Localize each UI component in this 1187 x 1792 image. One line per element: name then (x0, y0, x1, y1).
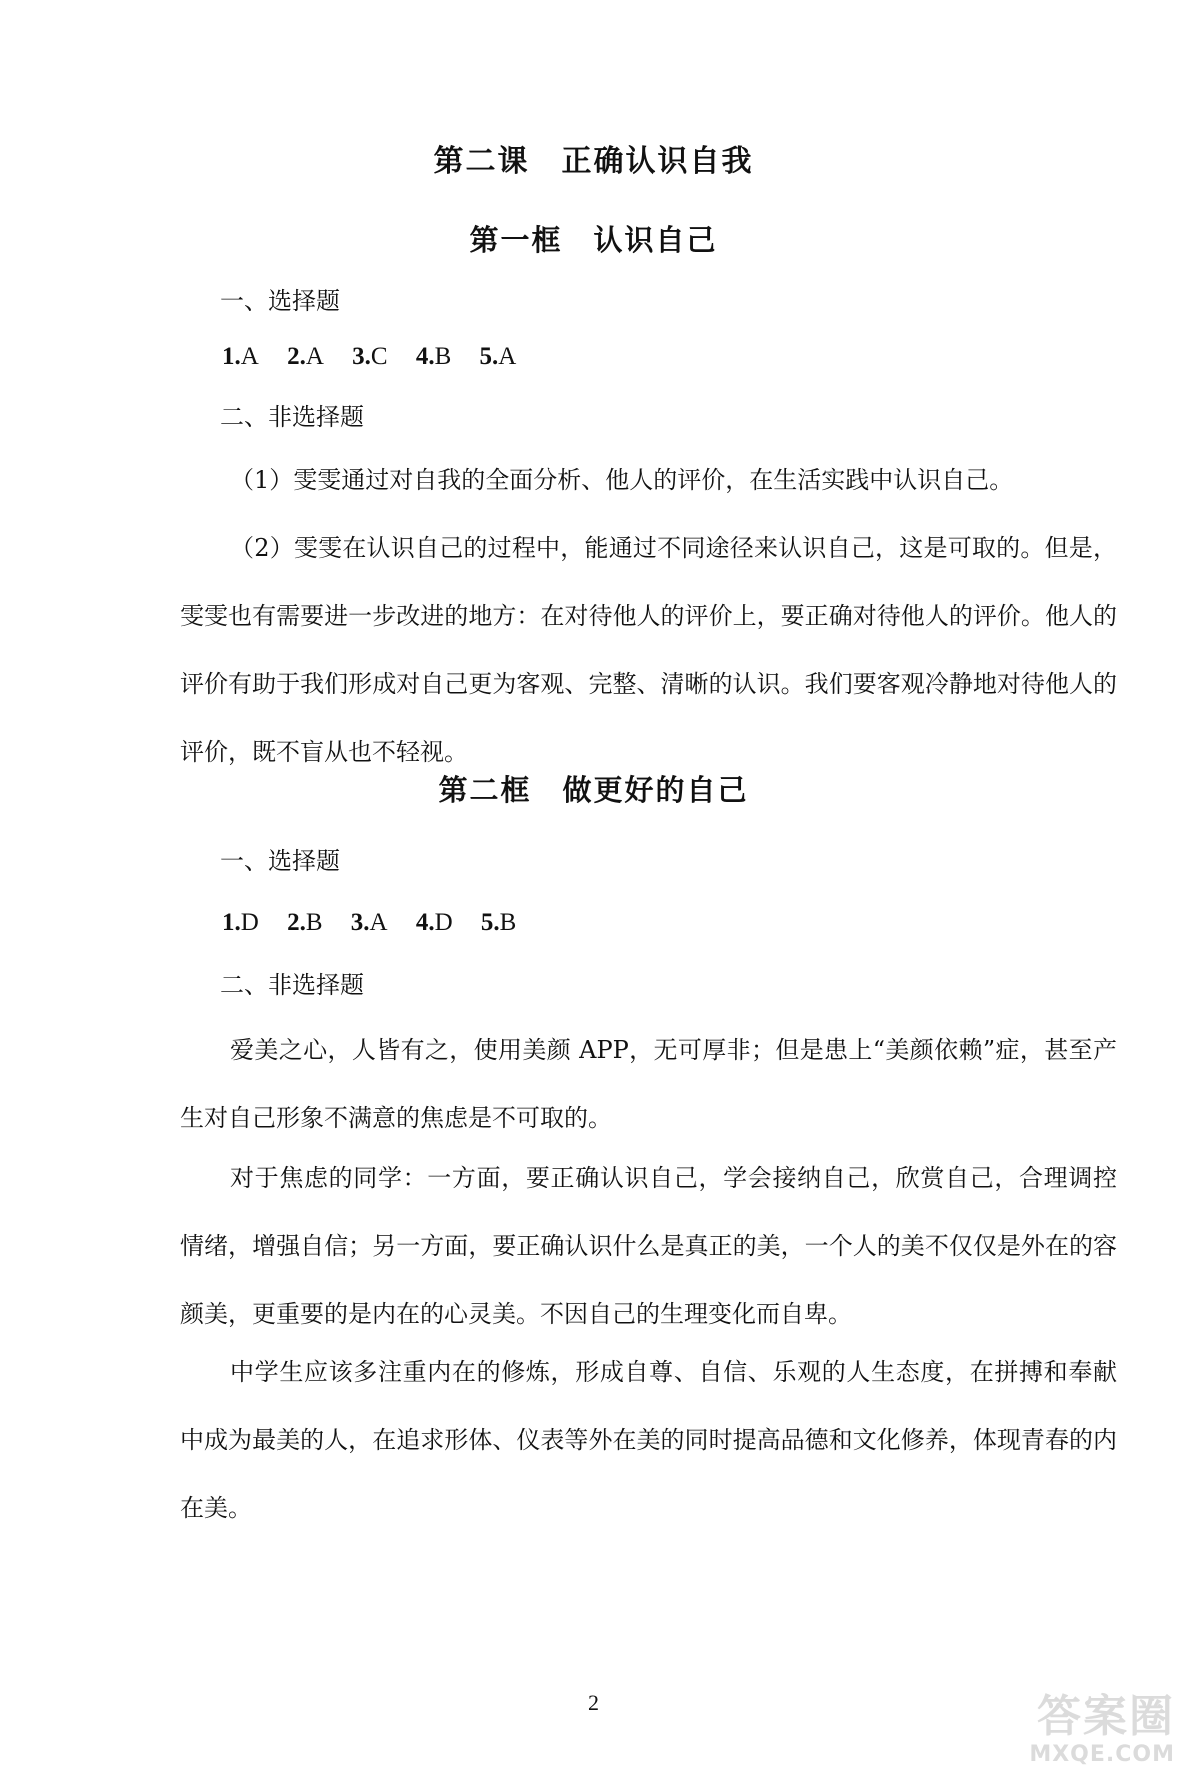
watermark-logo (985, 1692, 1175, 1784)
answer-value: B (434, 343, 452, 370)
watermark-text: 答案圈 (1037, 1691, 1175, 1742)
frame-2-choice-answers (222, 904, 1117, 942)
frame-2-title: 第二框 做更好的自己 (438, 773, 749, 807)
frame-1-paragraph-2: （2）雯雯在认识自己的过程中，能通过不同途径来认识自己，这是可取的。但是，雯雯也有需要进一步改进的地方：在对待他人的评价上，要正确对待他人的评价。他人的评价有助于我们形成对自己更为客观、完整、清晰的认识。我们要客观冷静地对待他人的评价，既不盲从也不轻视。 (180, 534, 1117, 766)
answer-number: 2. (287, 909, 306, 936)
answer-number: 1. (222, 343, 241, 370)
answer-number: 3. (350, 909, 370, 936)
answer-number: 1. (222, 909, 241, 936)
answer-value: A (305, 343, 324, 370)
frame-1-nonchoice-label: 二、非选择题 (220, 403, 364, 431)
page-number: 2 (588, 1690, 599, 1715)
frame-1-title: 第一框 认识自己 (469, 223, 718, 257)
lesson-title: 第二课 正确认识自我 (433, 144, 754, 179)
answer-value: B (499, 909, 517, 936)
answer-value: D (434, 909, 453, 936)
frame-1-choice-answers (222, 338, 1117, 376)
answer-value: C (370, 343, 388, 370)
frame-2-paragraph-3: 中学生应该多注重内在的修炼，形成自尊、自信、乐观的人生态度，在拼搏和奉献中成为最美的人，在追求形体、仪表等外在美的同时提高品德和文化修养，体现青春的内在美。 (180, 1358, 1117, 1522)
answer-value: A (240, 343, 259, 370)
answer-number: 5. (479, 343, 499, 370)
frame-1-paragraph-1: （1）雯雯通过对自我的全面分析、他人的评价，在生活实践中认识自己。 (230, 466, 1014, 494)
answer-value: D (240, 909, 259, 936)
frame-2-paragraph-2: 对于焦虑的同学：一方面，要正确认识自己，学会接纳自己，欣赏自己，合理调控情绪，增强自信；另一方面，要正确认识什么是真正的美，一个人的美不仅仅是外在的容颜美，更重要的是内在的心灵美。不因自己的生理变化而自卑。 (180, 1164, 1117, 1328)
answer-value: A (498, 343, 517, 370)
answer-value: B (305, 909, 323, 936)
answer-number: 3. (352, 343, 371, 370)
watermark-url: MXQE.COM (1029, 1742, 1175, 1767)
answer-number: 4. (415, 909, 435, 936)
answer-number: 2. (287, 343, 306, 370)
answer-number: 4. (415, 343, 435, 370)
answer-number: 5. (480, 909, 500, 936)
frame-2-choice-label: 一、选择题 (220, 847, 340, 875)
frame-1-choice-label: 一、选择题 (220, 287, 340, 315)
frame-2-paragraph-1: 爱美之心，人皆有之，使用美颜 APP，无可厚非；但是患上“美颜依赖”症，甚至产生对自己形象不满意的焦虑是不可取的。 (180, 1036, 1117, 1132)
answer-value: A (369, 909, 388, 936)
frame-2-nonchoice-label: 二、非选择题 (220, 971, 364, 999)
